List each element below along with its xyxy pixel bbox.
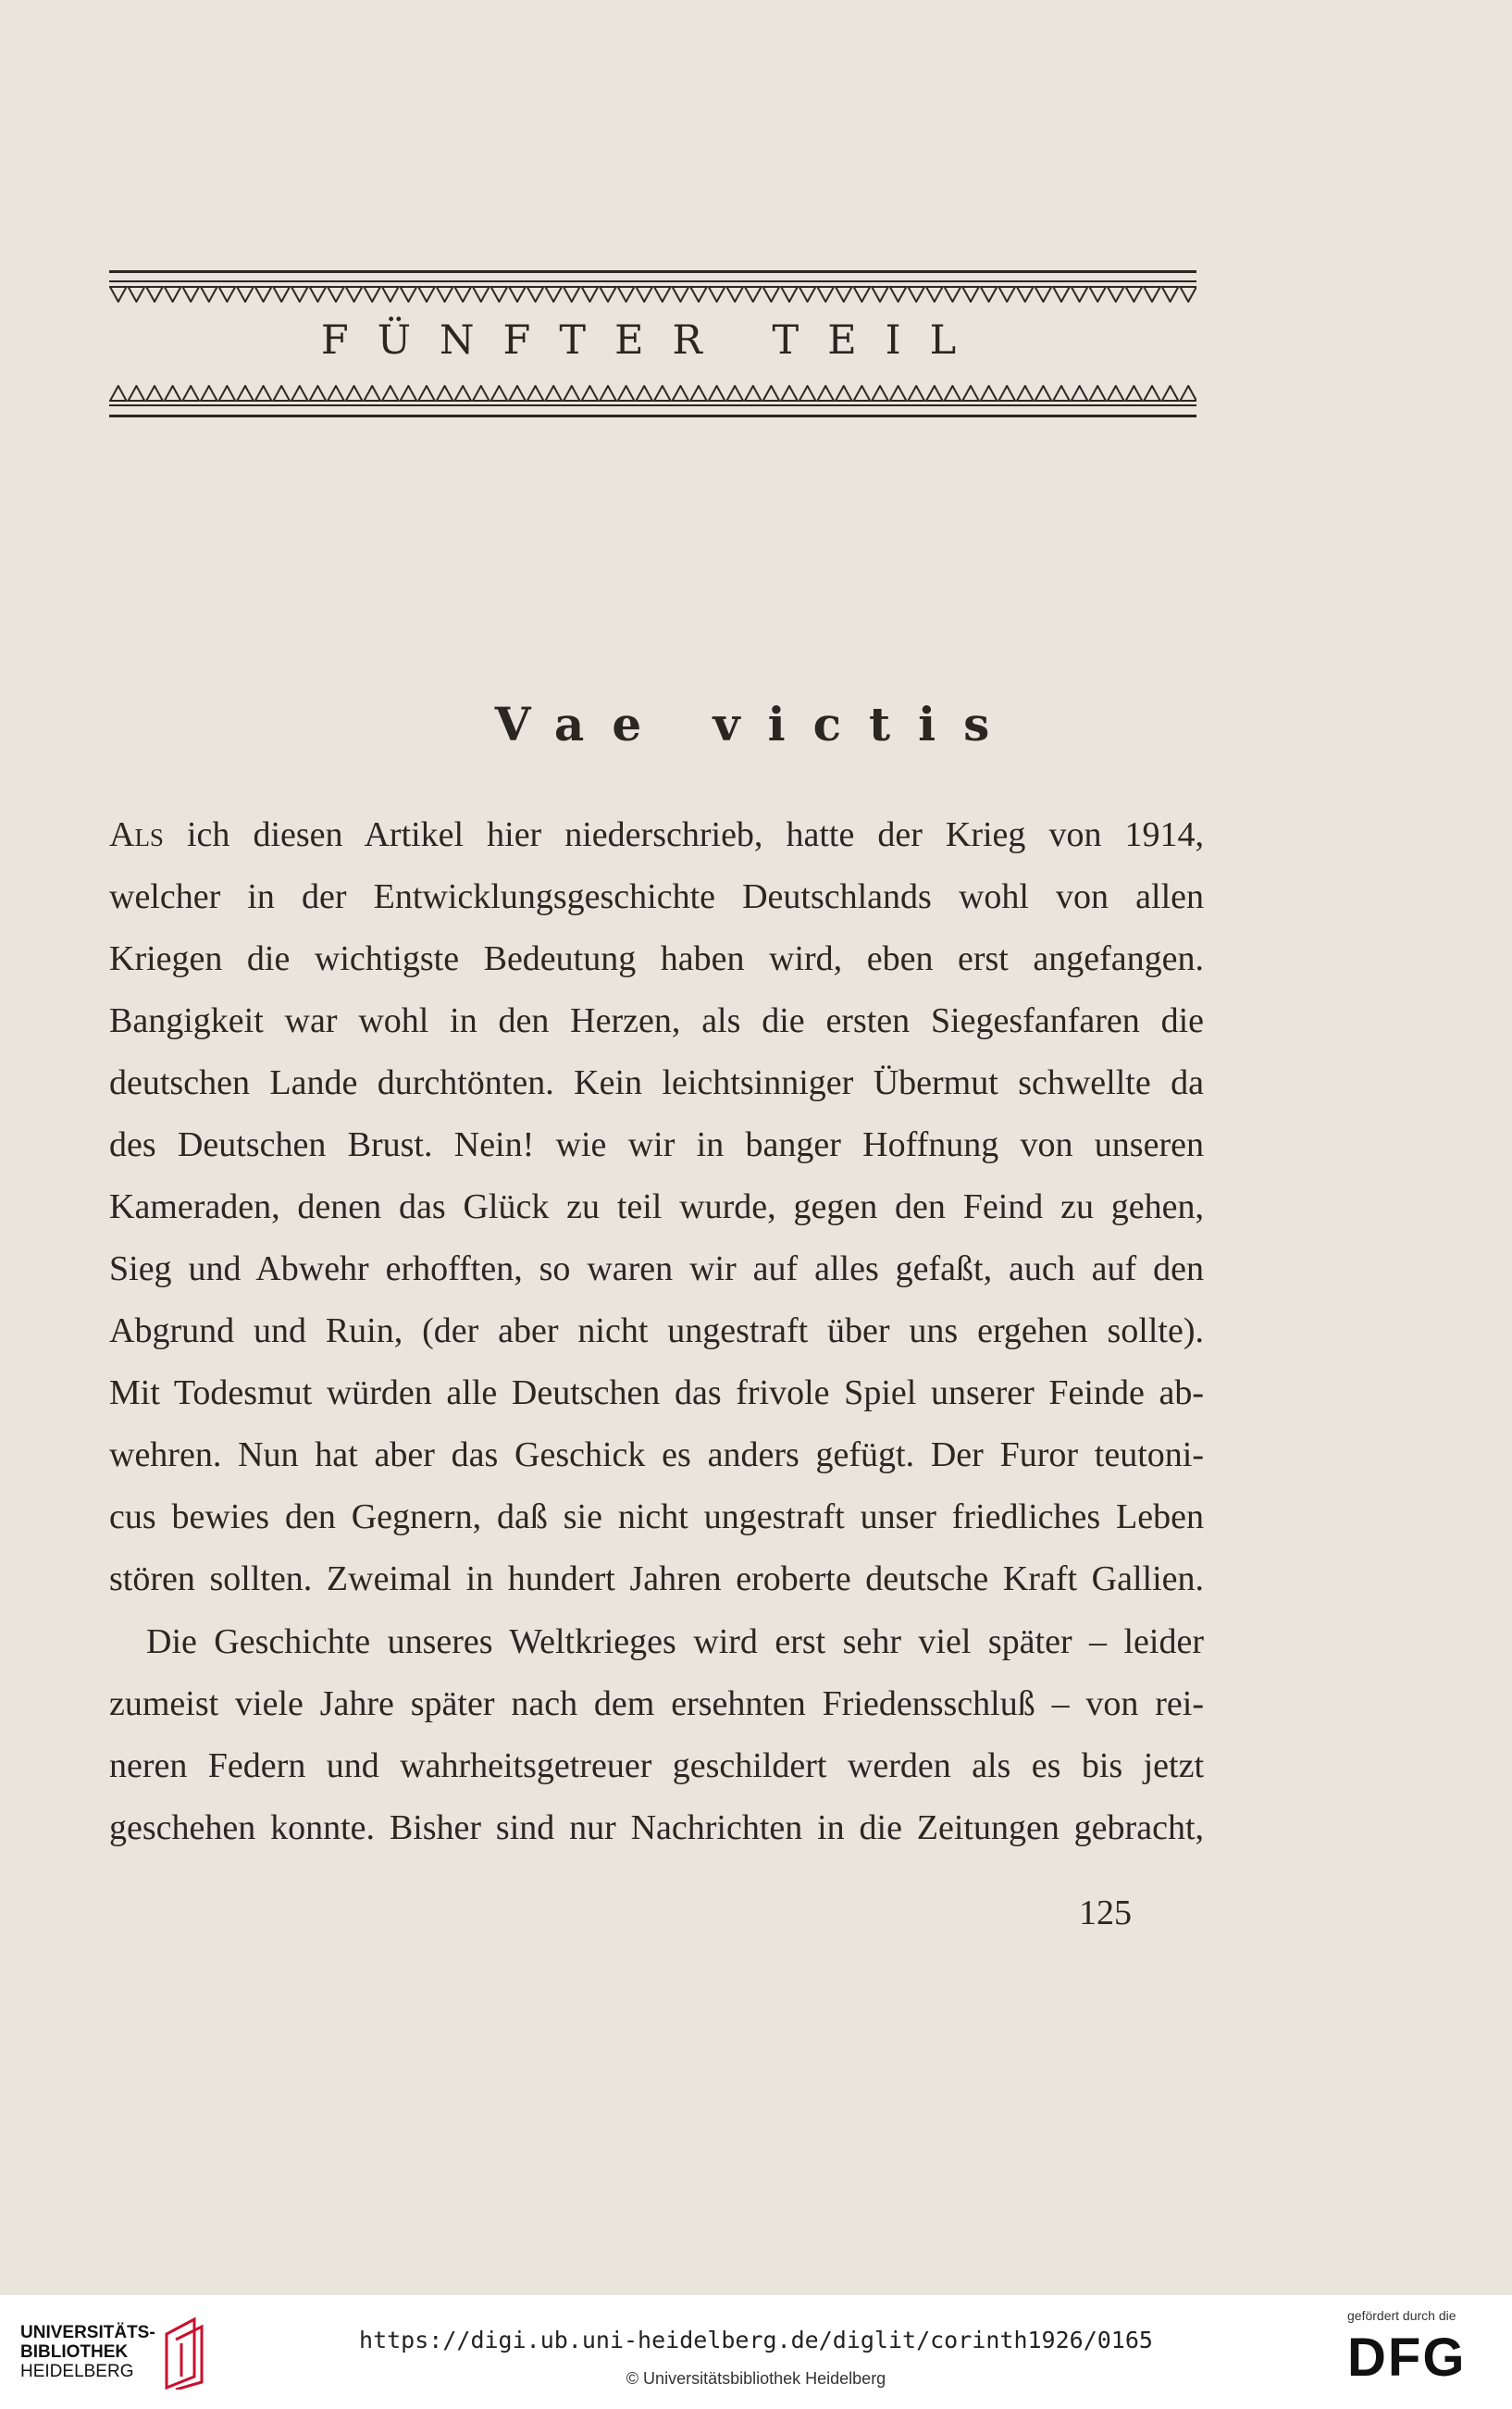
dfg-logo: DFG xyxy=(1347,2328,1467,2388)
body-line-6: des Deutschen Brust. Nein! wie wir in banger Hoffnung von unseren xyxy=(109,1125,1204,1164)
body-line-8: Sieg und Abwehr erhofften, so waren wir auf alles gefaßt, auch auf den xyxy=(109,1249,1204,1288)
body-line-10: Mit Todesmut würden alle Deutschen das frivole Spiel unserer Feinde ab- xyxy=(109,1373,1204,1412)
body-line-14: Die Geschichte unseres Weltkrieges wird erst sehr viel später – leider xyxy=(146,1622,1204,1661)
body-line-4: Bangigkeit war wohl in den Herzen, als die ersten Siegesfanfaren die xyxy=(109,1001,1204,1040)
library-logo-text: UNIVERSITÄTS- BIBLIOTHEK HEIDELBERG xyxy=(20,2323,155,2381)
body-line-11: wehren. Nun hat aber das Geschick es anders gefügt. Der Furor teutoni- xyxy=(109,1435,1204,1474)
copyright-notice: © Universitätsbibliothek Heidelberg xyxy=(626,2369,886,2388)
header-zigzag-up xyxy=(109,385,1196,402)
body-line-9: Abgrund und Ruin, (der aber nicht ungestraft über uns ergehen sollte). xyxy=(109,1311,1204,1350)
body-line-15: zumeist viele Jahre später nach dem ersehnten Friedensschluß – von rei- xyxy=(109,1684,1204,1723)
body-line-16: neren Federn und wahrheitsgetreuer geschildert werden als es bis jetzt xyxy=(109,1746,1204,1785)
funding-note: gefördert durch die xyxy=(1347,2308,1456,2323)
body-line-3: Kriegen die wichtigste Bedeutung haben wird, eben erst angefangen. xyxy=(109,939,1204,978)
body-line-2: welcher in der Entwicklungsgeschichte Deutschlands wohl von allen xyxy=(109,877,1204,916)
body-line-12: cus bewies den Gegnern, daß sie nicht ungestraft unser friedliches Leben xyxy=(109,1497,1204,1536)
permalink-url[interactable]: https://digi.ub.uni-heidelberg.de/diglit/corinth1926/0165 xyxy=(359,2327,1153,2353)
body-line-7: Kameraden, denen das Glück zu teil wurde, gegen den Feind zu gehen, xyxy=(109,1187,1204,1226)
first-word: Als xyxy=(109,815,164,854)
footer-bar xyxy=(0,2295,1512,2409)
body-line-1: Als ich diesen Artikel hier niederschrieb, hatte der Krieg von 1914, xyxy=(109,815,1204,854)
header-rule-top-thin xyxy=(109,280,1196,282)
header-rule-bottom xyxy=(109,415,1196,417)
chapter-title: Vae victis xyxy=(494,697,1018,751)
header-zigzag-down xyxy=(109,286,1196,303)
header-rule-bottom-thin xyxy=(109,404,1196,406)
body-line-17: geschehen konnte. Bisher sind nur Nachrichten in die Zeitungen gebracht, xyxy=(109,1808,1204,1847)
page-number: 125 xyxy=(1079,1894,1132,1932)
part-title: FÜNFTER TEIL xyxy=(320,317,985,364)
body-line-5: deutschen Lande durchtönten. Kein leichtsinniger Übermut schwellte da xyxy=(109,1063,1204,1102)
header-rule-top xyxy=(109,270,1196,273)
body-line-13: stören sollten. Zweimal in hundert Jahren eroberte deutsche Kraft Gallien. xyxy=(109,1559,1204,1598)
